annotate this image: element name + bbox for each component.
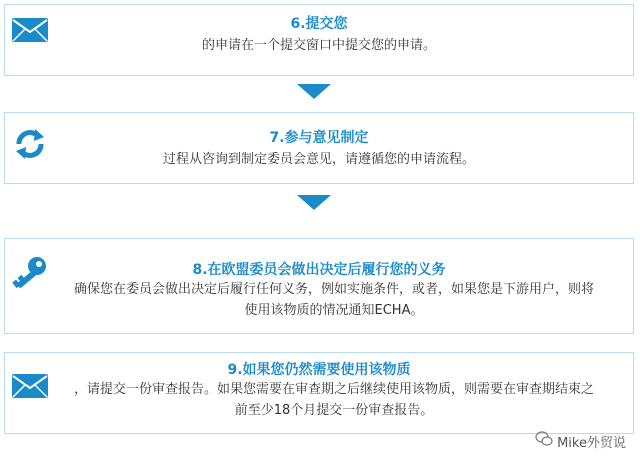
step-6-box (4, 4, 634, 76)
step-8-desc-line: 使用该物质的情况通知ECHA。 (244, 303, 424, 318)
step-9-desc-line: ，请提交一份审查报告。如果您需要在审查期之后继续使用该物质，则需要在审查期结束之 (73, 382, 594, 397)
step-9-box (4, 352, 634, 434)
step-6-desc-line: 的申请在一个提交窗口中提交您的申请。 (201, 38, 436, 53)
step-7-desc (65, 149, 573, 170)
watermark-text: Mike外贸说 (557, 435, 626, 451)
step-7-desc-line: 过程从咨询到制定委员会意见，请遵循您的申请流程。 (162, 152, 475, 167)
step-6-desc (65, 35, 573, 56)
step-8-desc (41, 279, 627, 321)
step-6-title: 6.提交您 (290, 16, 348, 32)
down-arrow-icon (297, 195, 331, 210)
step-9-title: 9.如果您仍然需要使用该物质 (227, 362, 411, 378)
step-9-desc-line: 前至少18个月提交一份审查报告。 (234, 403, 434, 418)
watermark (535, 431, 626, 451)
step-8-title: 8.在欧盟委员会做出决定后履行您的义务 (192, 262, 446, 278)
chat-icon (535, 431, 553, 451)
step-8-box (4, 238, 634, 334)
step-9-desc (41, 379, 627, 421)
step-7-box (4, 112, 634, 184)
down-arrow-icon (297, 84, 331, 99)
step-8-desc-line: 确保您在委员会做出决定后履行任何义务，例如实施条件，或者，如果您是下游用户，则将 (73, 282, 594, 297)
step-7-title: 7.参与意见制定 (269, 130, 369, 146)
